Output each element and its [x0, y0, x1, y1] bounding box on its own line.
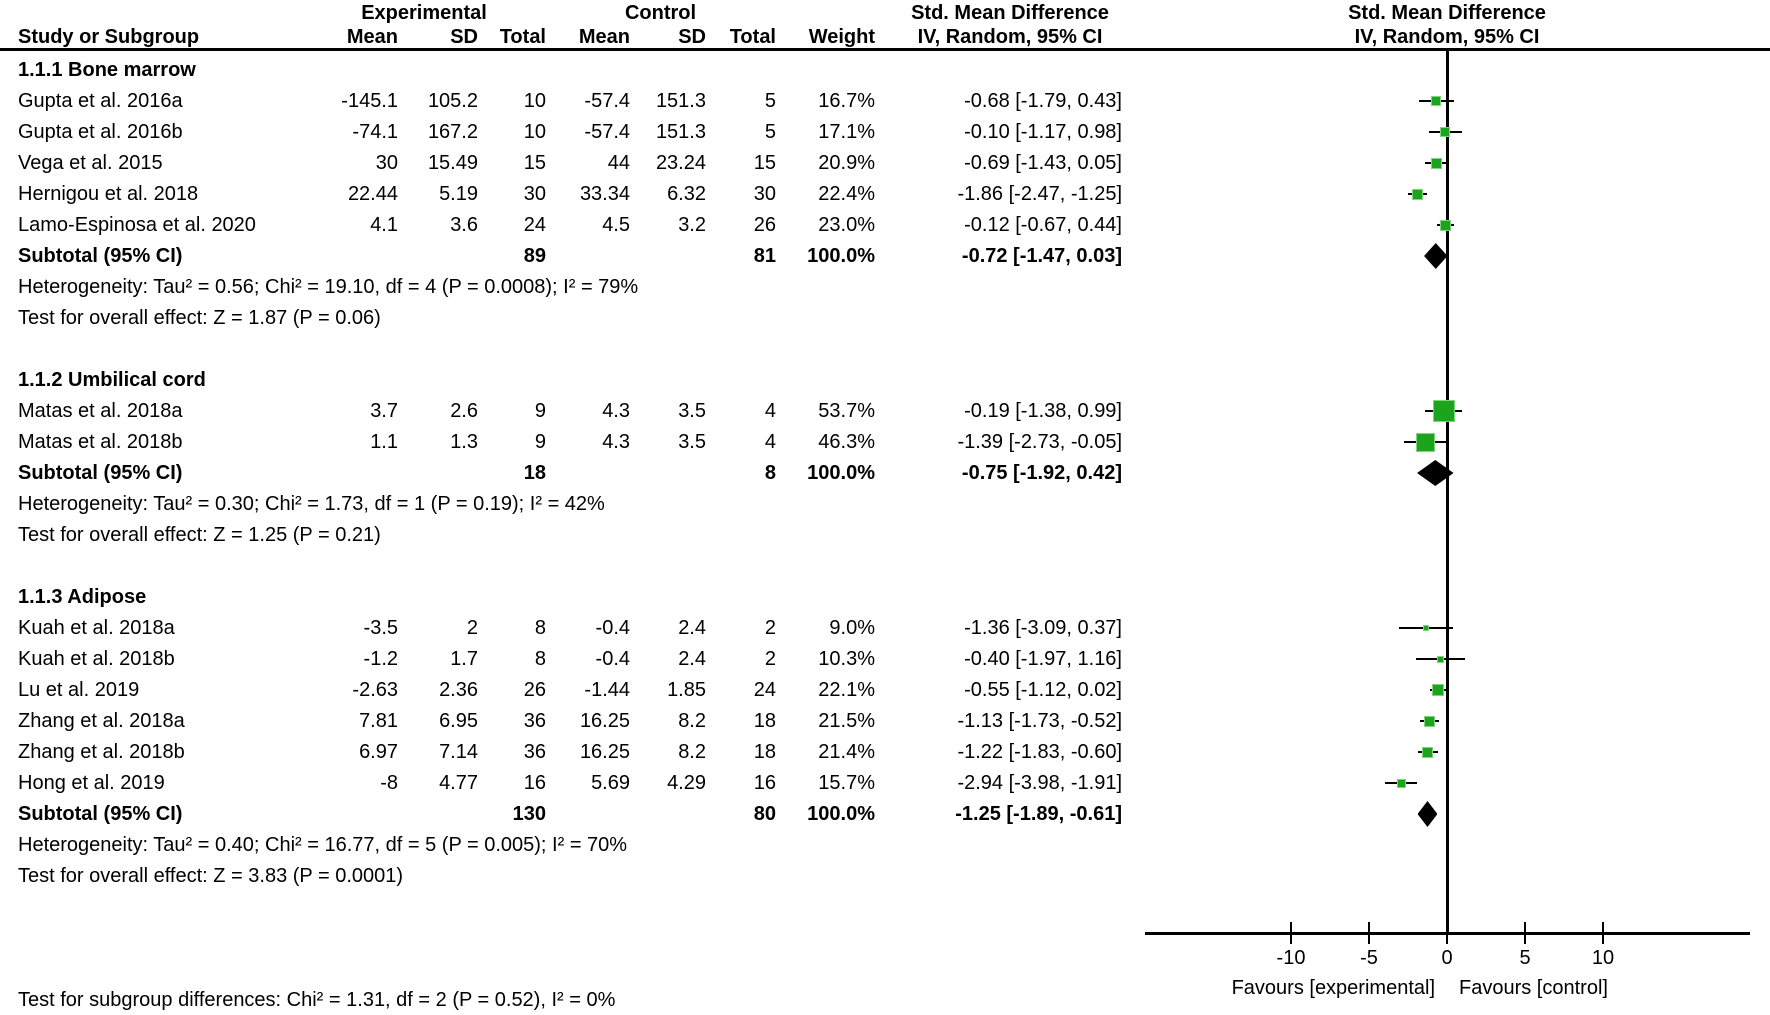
n_c-cell: 2 — [764, 617, 776, 639]
effect-square — [1422, 747, 1433, 758]
x-axis-tick — [1602, 922, 1604, 944]
header-rule — [0, 48, 1770, 51]
axis-label-favours-control: Favours [control] — [1459, 977, 1608, 999]
ci-cell: -0.72 [-1.47, 0.03] — [961, 245, 1122, 267]
study-label: Hong et al. 2019 — [18, 772, 165, 794]
effect-square — [1431, 158, 1442, 169]
x-axis-tick-label: 10 — [1591, 947, 1615, 969]
n_c-cell: 18 — [753, 741, 776, 763]
x-axis-tick — [1368, 922, 1370, 944]
subtotal-label: Subtotal (95% CI) — [18, 803, 183, 825]
sd_c-cell: 23.24 — [655, 152, 706, 174]
sd_e-cell: 1.3 — [450, 431, 478, 453]
weight-cell: 23.0% — [818, 214, 875, 236]
ci-cell: -0.69 [-1.43, 0.05] — [964, 152, 1122, 174]
effect-square — [1412, 189, 1423, 200]
subtotal-label: Subtotal (95% CI) — [18, 462, 183, 484]
plot-title: Std. Mean Difference — [1348, 2, 1546, 24]
mean_c-cell: 4.3 — [602, 431, 630, 453]
n_e-cell: 89 — [523, 245, 546, 267]
n_c-cell: 5 — [764, 121, 776, 143]
effect-square — [1397, 779, 1406, 788]
mean_c-cell: 16.25 — [579, 741, 630, 763]
n_e-cell: 10 — [523, 90, 546, 112]
n_c-cell: 30 — [753, 183, 776, 205]
ci-cell: -2.94 [-3.98, -1.91] — [957, 772, 1122, 794]
weight-cell: 100.0% — [807, 245, 875, 267]
n_e-cell: 18 — [523, 462, 546, 484]
weight-cell: 100.0% — [807, 803, 875, 825]
weight-cell: 22.4% — [818, 183, 875, 205]
n_c-cell: 18 — [753, 710, 776, 732]
mean_c-cell: 4.3 — [602, 400, 630, 422]
sd_c-cell: 6.32 — [667, 183, 706, 205]
n_c-cell: 24 — [753, 679, 776, 701]
col-header-sd-control: SD — [678, 26, 706, 48]
study-label: Gupta et al. 2016a — [18, 90, 183, 112]
subgroup-header: 1.1.1 Bone marrow — [18, 59, 196, 81]
sd_c-cell: 1.85 — [667, 679, 706, 701]
n_c-cell: 4 — [764, 431, 776, 453]
weight-cell: 46.3% — [818, 431, 875, 453]
n_c-cell: 2 — [764, 648, 776, 670]
col-header-total-experimental: Total — [499, 26, 546, 48]
n_e-cell: 9 — [534, 400, 546, 422]
sd_e-cell: 167.2 — [427, 121, 478, 143]
study-label: Kuah et al. 2018a — [18, 617, 175, 639]
study-label: Gupta et al. 2016b — [18, 121, 183, 143]
ci-cell: -0.68 [-1.79, 0.43] — [964, 90, 1122, 112]
study-label: Zhang et al. 2018a — [18, 710, 185, 732]
group-header-experimental: Experimental — [361, 2, 487, 24]
mean_e-cell: 1.1 — [370, 431, 398, 453]
sd_c-cell: 3.5 — [678, 400, 706, 422]
sd_e-cell: 2 — [466, 617, 478, 639]
weight-cell: 20.9% — [818, 152, 875, 174]
study-label: Matas et al. 2018b — [18, 431, 183, 453]
heterogeneity-text: Heterogeneity: Tau² = 0.30; Chi² = 1.73, df = 1 (P = 0.19); I² = 42% — [18, 493, 605, 515]
weight-cell: 21.4% — [818, 741, 875, 763]
sd_c-cell: 2.4 — [678, 617, 706, 639]
mean_e-cell: -3.5 — [363, 617, 398, 639]
weight-cell: 10.3% — [818, 648, 875, 670]
mean_c-cell: 44 — [607, 152, 630, 174]
group-header-control: Control — [624, 2, 697, 24]
ci-cell: -1.86 [-2.47, -1.25] — [957, 183, 1122, 205]
subgroup-difference-test: Test for subgroup differences: Chi² = 1.31, df = 2 (P = 0.52), I² = 0% — [18, 989, 616, 1011]
weight-cell: 16.7% — [818, 90, 875, 112]
mean_c-cell: -0.4 — [595, 648, 630, 670]
mean_c-cell: -57.4 — [584, 90, 630, 112]
weight-cell: 100.0% — [807, 462, 875, 484]
mean_e-cell: 3.7 — [370, 400, 398, 422]
effect-column-header: Std. Mean Difference — [911, 2, 1109, 24]
mean_c-cell: -57.4 — [584, 121, 630, 143]
n_e-cell: 9 — [534, 431, 546, 453]
x-axis-tick-label: -10 — [1276, 947, 1306, 969]
subtotal-diamond — [1418, 801, 1438, 827]
study-label: Hernigou et al. 2018 — [18, 183, 199, 205]
n_e-cell: 30 — [523, 183, 546, 205]
sd_e-cell: 7.14 — [439, 741, 478, 763]
mean_c-cell: 33.34 — [579, 183, 630, 205]
sd_e-cell: 2.6 — [450, 400, 478, 422]
n_e-cell: 36 — [523, 741, 546, 763]
ci-cell: -0.40 [-1.97, 1.16] — [964, 648, 1122, 670]
effect-square — [1440, 220, 1451, 231]
ci-cell: -0.55 [-1.12, 0.02] — [964, 679, 1122, 701]
sd_e-cell: 6.95 — [439, 710, 478, 732]
effect-square — [1423, 625, 1429, 631]
weight-cell: 9.0% — [829, 617, 875, 639]
mean_e-cell: -8 — [380, 772, 398, 794]
ci-cell: -0.19 [-1.38, 0.99] — [964, 400, 1122, 422]
overall-effect-text: Test for overall effect: Z = 1.25 (P = 0.21) — [18, 524, 381, 546]
sd_c-cell: 151.3 — [655, 90, 706, 112]
sd_e-cell: 5.19 — [439, 183, 478, 205]
n_c-cell: 4 — [764, 400, 776, 422]
heterogeneity-text: Heterogeneity: Tau² = 0.40; Chi² = 16.77, df = 5 (P = 0.005); I² = 70% — [18, 834, 628, 856]
mean_c-cell: 5.69 — [591, 772, 630, 794]
n_e-cell: 36 — [523, 710, 546, 732]
sd_c-cell: 2.4 — [678, 648, 706, 670]
mean_e-cell: -1.2 — [363, 648, 398, 670]
mean_c-cell: 16.25 — [579, 710, 630, 732]
sd_e-cell: 105.2 — [427, 90, 478, 112]
sd_c-cell: 3.2 — [678, 214, 706, 236]
weight-cell: 17.1% — [818, 121, 875, 143]
study-label: Lu et al. 2019 — [18, 679, 140, 701]
n_e-cell: 16 — [523, 772, 546, 794]
weight-cell: 53.7% — [818, 400, 875, 422]
n_e-cell: 10 — [523, 121, 546, 143]
subgroup-header: 1.1.3 Adipose — [18, 586, 147, 608]
ci-cell: -1.25 [-1.89, -0.61] — [955, 803, 1122, 825]
effect-square — [1424, 716, 1435, 727]
subgroup-header: 1.1.2 Umbilical cord — [18, 369, 206, 391]
ci-cell: -1.22 [-1.83, -0.60] — [957, 741, 1122, 763]
mean_c-cell: 4.5 — [602, 214, 630, 236]
effect-square — [1433, 400, 1455, 422]
weight-cell: 22.1% — [818, 679, 875, 701]
col-header-mean-experimental: Mean — [346, 26, 398, 48]
mean_c-cell: -1.44 — [584, 679, 630, 701]
study-label: Zhang et al. 2018b — [18, 741, 185, 763]
n_e-cell: 130 — [512, 803, 546, 825]
sd_e-cell: 1.7 — [450, 648, 478, 670]
sd_e-cell: 2.36 — [439, 679, 478, 701]
mean_e-cell: 22.44 — [347, 183, 398, 205]
col-header-total-control: Total — [729, 26, 776, 48]
ci-cell: -1.39 [-2.73, -0.05] — [957, 431, 1122, 453]
study-label: Lamo-Espinosa et al. 2020 — [18, 214, 256, 236]
sd_c-cell: 8.2 — [678, 710, 706, 732]
x-axis-tick — [1524, 922, 1526, 944]
overall-effect-text: Test for overall effect: Z = 1.87 (P = 0.06) — [18, 307, 381, 329]
ci-cell: -0.10 [-1.17, 0.98] — [964, 121, 1122, 143]
x-axis-tick-label: 0 — [1441, 947, 1453, 969]
n_c-cell: 26 — [753, 214, 776, 236]
zero-line — [1446, 50, 1449, 933]
weight-cell: 21.5% — [818, 710, 875, 732]
heterogeneity-text: Heterogeneity: Tau² = 0.56; Chi² = 19.10, df = 4 (P = 0.0008); I² = 79% — [18, 276, 639, 298]
mean_c-cell: -0.4 — [595, 617, 630, 639]
mean_e-cell: 6.97 — [359, 741, 398, 763]
mean_e-cell: -145.1 — [341, 90, 398, 112]
col-header-study: Study or Subgroup — [18, 26, 200, 48]
subtotal-diamond — [1424, 243, 1447, 269]
sd_c-cell: 151.3 — [655, 121, 706, 143]
ci-cell: -1.13 [-1.73, -0.52] — [957, 710, 1122, 732]
n_e-cell: 8 — [534, 617, 546, 639]
sd_c-cell: 8.2 — [678, 741, 706, 763]
col-header-sd-experimental: SD — [450, 26, 478, 48]
mean_e-cell: 7.81 — [359, 710, 398, 732]
col-header-mean-control: Mean — [578, 26, 630, 48]
n_c-cell: 16 — [753, 772, 776, 794]
study-label: Matas et al. 2018a — [18, 400, 183, 422]
sd_c-cell: 4.29 — [667, 772, 706, 794]
weight-cell: 15.7% — [818, 772, 875, 794]
effect-square — [1440, 127, 1450, 137]
ci-cell: -0.12 [-0.67, 0.44] — [964, 214, 1122, 236]
mean_e-cell: 30 — [375, 152, 398, 174]
effect-square — [1432, 684, 1444, 696]
plot-subtitle: IV, Random, 95% CI — [1354, 26, 1540, 48]
col-header-weight: Weight — [808, 26, 875, 48]
n_c-cell: 80 — [753, 803, 776, 825]
study-label: Kuah et al. 2018b — [18, 648, 175, 670]
effect-square — [1437, 656, 1444, 663]
sd_c-cell: 3.5 — [678, 431, 706, 453]
n_e-cell: 26 — [523, 679, 546, 701]
mean_e-cell: -74.1 — [352, 121, 398, 143]
sd_e-cell: 15.49 — [427, 152, 478, 174]
x-axis-tick — [1446, 922, 1448, 944]
n_e-cell: 8 — [534, 648, 546, 670]
n_e-cell: 24 — [523, 214, 546, 236]
mean_e-cell: -2.63 — [352, 679, 398, 701]
x-axis-tick-label: -5 — [1360, 947, 1378, 969]
x-axis-tick — [1290, 922, 1292, 944]
effect-square — [1416, 433, 1435, 452]
x-axis-tick-label: 5 — [1519, 947, 1531, 969]
n_c-cell: 15 — [753, 152, 776, 174]
n_c-cell: 81 — [753, 245, 776, 267]
col-header-ci: IV, Random, 95% CI — [917, 26, 1103, 48]
n_e-cell: 15 — [523, 152, 546, 174]
n_c-cell: 5 — [764, 90, 776, 112]
axis-label-favours-experimental: Favours [experimental] — [1231, 977, 1435, 999]
n_c-cell: 8 — [764, 462, 776, 484]
study-label: Vega et al. 2015 — [18, 152, 163, 174]
ci-cell: -0.75 [-1.92, 0.42] — [961, 462, 1122, 484]
ci-cell: -1.36 [-3.09, 0.37] — [964, 617, 1122, 639]
subtotal-label: Subtotal (95% CI) — [18, 245, 183, 267]
overall-effect-text: Test for overall effect: Z = 3.83 (P = 0.0001) — [18, 865, 404, 887]
sd_e-cell: 4.77 — [439, 772, 478, 794]
effect-square — [1431, 96, 1441, 106]
mean_e-cell: 4.1 — [370, 214, 398, 236]
sd_e-cell: 3.6 — [450, 214, 478, 236]
